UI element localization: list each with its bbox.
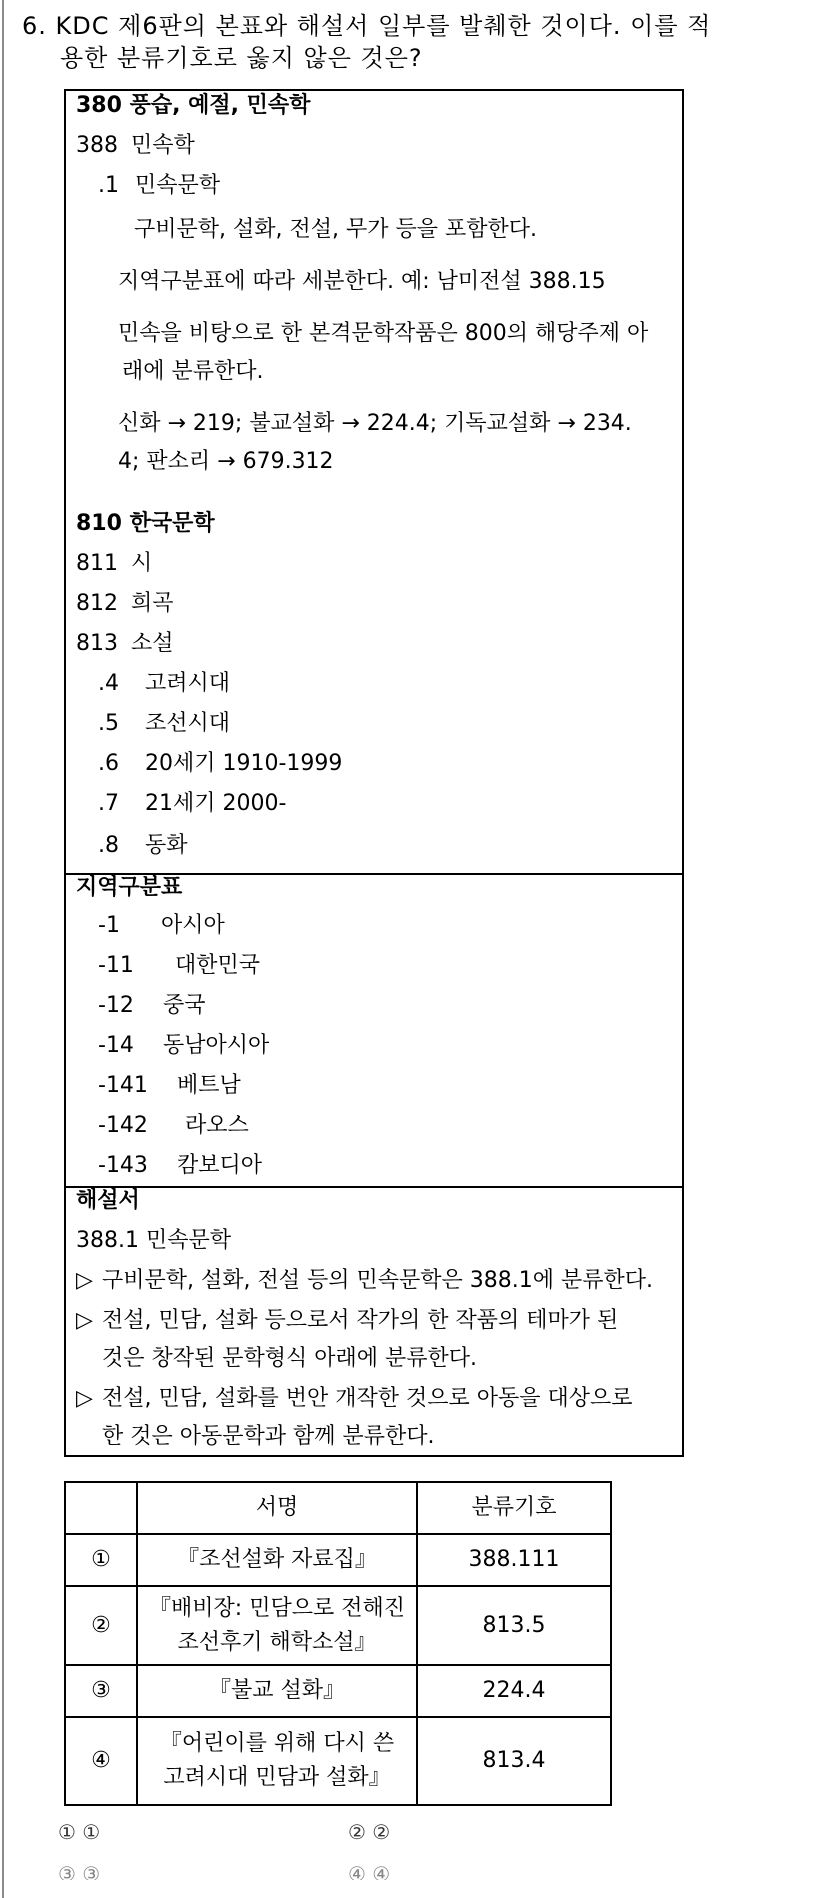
answer-options-table (64, 1481, 612, 1806)
triangle-bullet-icon: ▷ (76, 1386, 93, 1411)
col-header-title: 서명 (137, 1482, 417, 1534)
manual-section (66, 1186, 682, 1455)
table-row (65, 1534, 611, 1586)
option-title: 『배비장: 민담으로 전해진 조선후기 해학소설』 (137, 1586, 417, 1665)
option-number: ① (65, 1534, 137, 1586)
choice-2[interactable]: ② ② (348, 1820, 391, 1844)
option-number: ④ (65, 1717, 137, 1805)
triangle-bullet-icon: ▷ (76, 1308, 93, 1333)
schedule-row: 813 소설 (76, 631, 174, 656)
option-title: 『어린이를 위해 다시 쓴 고려시대 민담과 설화』 (137, 1717, 417, 1805)
manual-item: ▷ 구비문학, 설화, 전설 등의 민속문학은 388.1에 분류한다. (76, 1266, 653, 1296)
schedule-subrow: .8 동화 (98, 833, 188, 858)
option-code: 224.4 (417, 1665, 611, 1717)
schedule-subrow: .4 고려시대 (98, 671, 231, 696)
area-table-section (66, 873, 682, 1188)
note-line: 래에 분류한다. (122, 359, 264, 384)
schedule-row: 811 시 (76, 551, 153, 576)
main-schedule-section (66, 91, 682, 875)
question-stem (22, 10, 782, 74)
schedule-subrow: .5 조선시대 (98, 711, 231, 736)
area-row: -143 캄보디아 (98, 1153, 263, 1178)
reference-box (64, 89, 684, 1457)
schedule-row-388-1: .1 민속문학 (98, 173, 221, 198)
manual-heading: 해설서 (76, 1188, 140, 1213)
heading-380: 380 풍습, 예절, 민속학 (76, 93, 311, 118)
manual-item-cont: 한 것은 아동문학과 함께 분류한다. (102, 1424, 435, 1449)
area-row: -11 대한민국 (98, 953, 261, 978)
option-code: 388.111 (417, 1534, 611, 1586)
choice-3-cropped[interactable]: ③ ③ (58, 1862, 101, 1880)
table-row (65, 1665, 611, 1717)
question-number: 6. (22, 12, 47, 40)
table-row (65, 1586, 611, 1665)
manual-item: ▷ 전설, 민담, 설화 등으로서 작가의 한 작품의 테마가 된 (76, 1306, 618, 1336)
col-header-code: 분류기호 (417, 1482, 611, 1534)
area-row: -141 베트남 (98, 1073, 241, 1098)
schedule-row-388: 388 민속학 (76, 133, 195, 158)
table-header-row (65, 1482, 611, 1534)
option-code: 813.5 (417, 1586, 611, 1665)
heading-810: 810 한국문학 (76, 511, 215, 536)
schedule-row: 812 희곡 (76, 591, 174, 616)
option-title: 『불교 설화』 (137, 1665, 417, 1717)
note-line: 신화 → 219; 불교설화 → 224.4; 기독교설화 → 234. (118, 411, 632, 436)
manual-item: ▷ 전설, 민담, 설화를 번안 개작한 것으로 아동을 대상으로 (76, 1384, 632, 1414)
note-line: 4; 판소리 → 679.312 (118, 449, 334, 474)
question-line-2: 용한 분류기호로 옳지 않은 것은? (60, 44, 423, 72)
area-row: -14 동남아시아 (98, 1033, 270, 1058)
option-title: 『조선설화 자료집』 (137, 1534, 417, 1586)
col-header-num (65, 1482, 137, 1534)
schedule-subrow: .7 21세기 2000- (98, 791, 287, 816)
note-line: 지역구분표에 따라 세분한다. 예: 남미전설 388.15 (118, 269, 606, 294)
option-number: ② (65, 1586, 137, 1665)
area-table-heading: 지역구분표 (76, 875, 183, 900)
manual-subheading: 388.1 민속문학 (76, 1228, 231, 1253)
option-code: 813.4 (417, 1717, 611, 1805)
schedule-subrow: .6 20세기 1910-1999 (98, 751, 343, 776)
note-line: 구비문학, 설화, 전설, 무가 등을 포함한다. (134, 217, 537, 242)
area-row: -142 라오스 (98, 1113, 249, 1138)
area-row: -1 아시아 (98, 913, 225, 938)
manual-item-cont: 것은 창작된 문학형식 아래에 분류한다. (102, 1346, 477, 1371)
area-row: -12 중국 (98, 993, 206, 1018)
note-line: 민속을 비탕으로 한 본격문학작품은 800의 해당주제 아 (118, 321, 649, 346)
triangle-bullet-icon: ▷ (76, 1268, 93, 1293)
page-margin-rule (2, 0, 4, 1898)
question-line-1: KDC 제6판의 본표와 해설서 일부를 발췌한 것이다. 이를 적 (55, 12, 712, 40)
choice-4-cropped[interactable]: ④ ④ (348, 1862, 391, 1880)
table-row (65, 1717, 611, 1805)
choice-1[interactable]: ① ① (58, 1820, 101, 1844)
option-number: ③ (65, 1665, 137, 1717)
